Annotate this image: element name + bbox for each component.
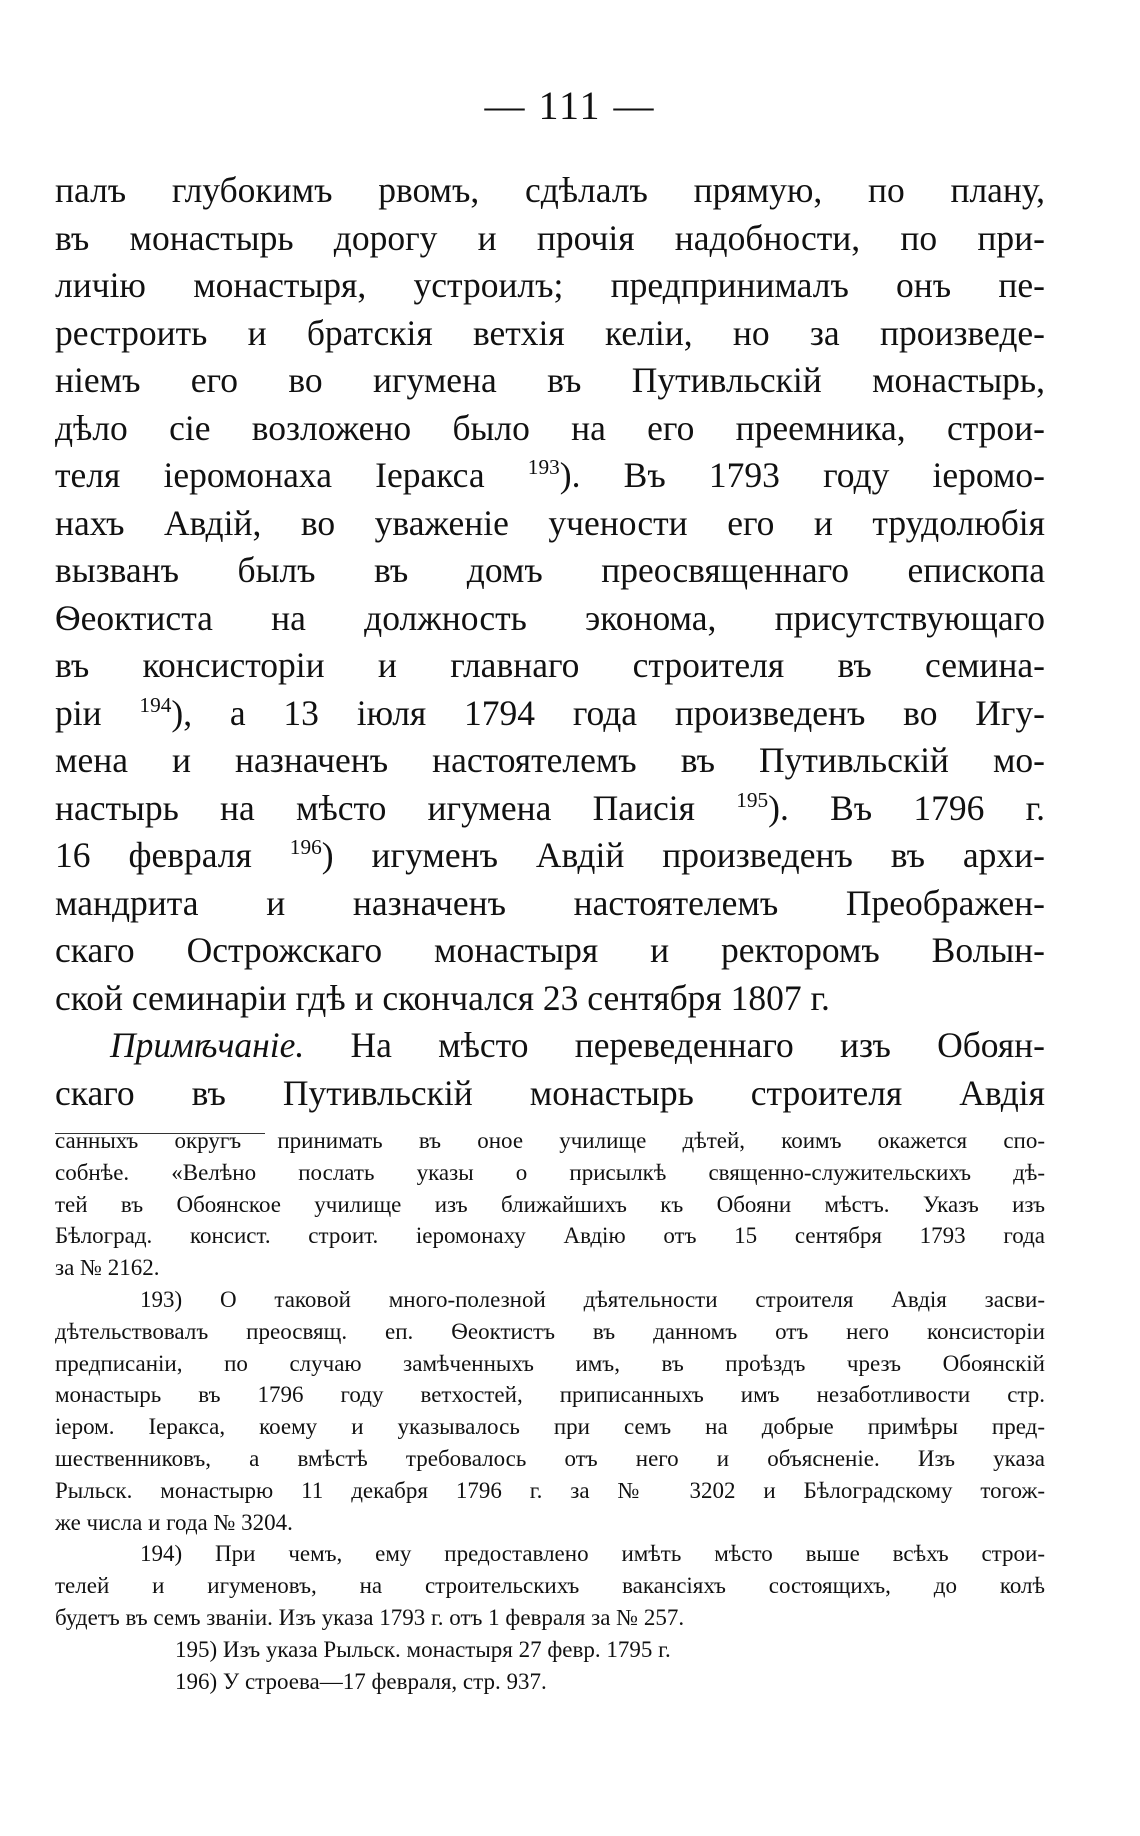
text-line [55,690,1045,738]
main-text [55,167,1045,1117]
page-number: — 111 — [484,83,656,128]
footnote-line: 195) Изъ указа Рыльск. монастыря 27 февр. 1795 г. [175,1636,671,1662]
footnote-line: 194) При чемъ, ему предоставлено имѣть мѣсто выше всѣхъ строи- [140,1541,1045,1567]
footnote-line: тей въ Обоянское училище изъ ближайшихъ къ Обояни мѣстъ. Указъ изъ [55,1191,1045,1217]
footnote-line: шественниковъ, а вмѣстѣ требовалось отъ него и объясненіе. Изъ указа [55,1445,1045,1471]
text-segment: На мѣсто переведеннаго изъ Обоян- [304,1025,1045,1065]
text-line: мена и назначенъ настоятелемъ въ Путивльскій мо- [55,740,1045,780]
note-label: Примѣчаніе. [110,1025,305,1065]
text-line: въ монастырь дорогу и прочія надобности, по при- [55,217,1045,258]
footnote-line: монастырь въ 1796 году ветхостей, приписанныхъ имъ незаботливости стр. [55,1382,1045,1408]
footnote-line: телей и игуменовъ, на строительскихъ вакансіяхъ состоящихъ, до колѣ [55,1573,1045,1599]
footnote-ref-195: 195 [736,787,769,812]
footnote-line: іером. Іеракса, коему и указывалось при семъ на добрые примѣры пред- [55,1414,1045,1440]
text-line: рестроить и братскія ветхія келіи, но за произведе- [55,312,1045,353]
footnote-line: 193) О таковой много-полезной дѣятельности строителя Авдія засви- [140,1286,1045,1312]
footnote-line: 196) У строева—17 февраля, стр. 937. [175,1668,547,1694]
text-segment: 16 февраля [55,835,252,875]
text-line: палъ глубокимъ рвомъ, сдѣлалъ прямую, по плану, [55,170,1045,210]
footnote-ref-194: 194 [139,692,172,717]
footnote-line: предписаніи, по случаю замѣченныхъ имъ, въ проѣздъ чрезъ Обоянскій [55,1350,1045,1376]
text-segment: ). Въ 1796 г. [768,787,1045,828]
text-line [55,1022,1045,1070]
text-segment: ). Въ 1793 году іеромо- [559,455,1045,495]
footnote-line: дѣтельствовалъ преосвящ. еп. Ѳеоктистъ въ данномъ отъ него консисторіи [55,1318,1045,1344]
footnote-line: собнѣе. «Велѣно послать указы о присылкѣ священно-служительскихъ дѣ- [55,1159,1045,1185]
footnote-line: Бѣлоград. консист. строит. іеромонаху Авдію отъ 15 сентября 1793 года [55,1223,1045,1249]
text-line: въ консисторіи и главнаго строителя въ семина- [55,645,1045,685]
footnote-line: же числа и года № 3204. [55,1509,293,1535]
text-line: нахъ Авдій, во уваженіе учености его и трудолюбія [55,502,1045,543]
footnote-ref-193: 193 [527,455,560,480]
footnote-ref-196: 196 [289,835,322,860]
text-line: скаго въ Путивльскій монастырь строителя Авдія [55,1072,1045,1113]
text-line: мандрита и назначенъ настоятелемъ Преображен- [55,882,1045,923]
text-line: вызванъ былъ въ домъ преосвященнаго епископа [55,550,1045,590]
text-line: личію монастыря, устроилъ; предпринималъ онъ пе- [55,265,1045,305]
text-segment: настырь на мѣсто игумена Паисія [55,787,695,828]
text-line: скаго Острожскаго монастыря и ректоромъ Волын- [55,930,1045,970]
text-line [55,785,1045,833]
text-line [55,452,1045,500]
text-segment: ріи [55,692,102,733]
text-line: ской семинаріи гдѣ и скончался 23 сентября 1807 г. [55,977,830,1018]
text-segment: ), а 13 іюля 1794 года произведенъ во Игу- [171,692,1046,733]
footnotes [55,1125,1045,1697]
text-segment: ) игуменъ Авдій произведенъ въ архи- [321,835,1046,875]
text-line [55,832,1045,880]
footnote-line: за № 2162. [55,1255,160,1281]
text-line: Ѳеоктиста на должность эконома, присутствующаго [55,597,1045,638]
footnote-line: санныхъ округъ принимать въ оное училище дѣтей, коимъ окажется спо- [55,1128,1045,1153]
footnote-line: Рыльск. монастырю 11 декабря 1796 г. за № 3202 и Бѣлоградскому тогож- [55,1477,1045,1503]
text-segment: теля іеромонаха Іеракса [55,455,485,495]
text-line: ніемъ его во игумена въ Путивльскій монастырь, [55,360,1045,400]
text-line: дѣло сіе возложено было на его преемника, строи- [55,407,1045,448]
footnote-line: будетъ въ семъ званіи. Изъ указа 1793 г. отъ 1 февраля за № 257. [55,1604,685,1630]
